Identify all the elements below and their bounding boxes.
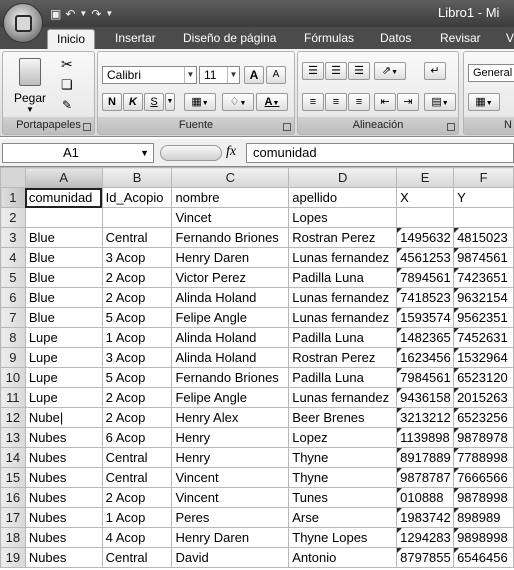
alignment-launcher-icon[interactable]: [447, 123, 455, 131]
cell-b2[interactable]: [102, 208, 172, 228]
cell-b3[interactable]: Central: [102, 228, 172, 248]
currency-button[interactable]: ▦▼: [468, 93, 500, 111]
cell-f8[interactable]: 7452631: [454, 328, 514, 348]
underline-dropdown-icon[interactable]: ▼: [165, 93, 175, 111]
cell-e14[interactable]: 8917889: [397, 448, 454, 468]
merge-center-button[interactable]: ▤▼: [424, 93, 456, 111]
cell-f5[interactable]: 7423651: [454, 268, 514, 288]
cell-a18[interactable]: Nubes: [25, 528, 102, 548]
cell-c15[interactable]: Vincent: [172, 468, 289, 488]
tab-vista[interactable]: V: [506, 31, 514, 45]
ribbon-tabs: [0, 27, 514, 49]
row-header[interactable]: 10: [1, 368, 26, 388]
cell-f1[interactable]: Y: [454, 188, 514, 208]
row-header[interactable]: 17: [1, 508, 26, 528]
cell-a7[interactable]: Blue: [25, 308, 102, 328]
font-size-select[interactable]: [199, 66, 240, 84]
cell-a11[interactable]: Lupe: [25, 388, 102, 408]
cell-b17[interactable]: 1 Acop: [102, 508, 172, 528]
name-box-value: A1: [63, 145, 79, 160]
cell-f15[interactable]: 7666566: [454, 468, 514, 488]
cell-a16[interactable]: Nubes: [25, 488, 102, 508]
cell-b7[interactable]: 5 Acop: [102, 308, 172, 328]
fill-color-button[interactable]: ♢▼: [222, 93, 254, 111]
cell-b16[interactable]: 2 Acop: [102, 488, 172, 508]
cell-c3[interactable]: Fernando Briones: [172, 228, 289, 248]
cell-d12[interactable]: Beer Brenes: [289, 408, 397, 428]
cell-c12[interactable]: Henry Alex: [172, 408, 289, 428]
align-left-button[interactable]: ≡: [302, 93, 324, 111]
cell-a5[interactable]: Blue: [25, 268, 102, 288]
paste-button[interactable]: [9, 56, 51, 114]
cell-a3[interactable]: Blue: [25, 228, 102, 248]
table-row: [1, 488, 514, 508]
cell-b9[interactable]: 3 Acop: [102, 348, 172, 368]
cut-icon[interactable]: ✂: [61, 56, 73, 72]
cell-f10[interactable]: 6523120: [454, 368, 514, 388]
cell-e19[interactable]: 8797855: [397, 548, 454, 568]
column-header-row: [1, 168, 514, 188]
font-color-button[interactable]: A▼: [256, 93, 288, 111]
table-row: [1, 228, 514, 248]
cell-c19[interactable]: David: [172, 548, 289, 568]
cell-e15[interactable]: 9878787: [397, 468, 454, 488]
insert-function-icon[interactable]: fx: [226, 144, 237, 159]
cell-e13[interactable]: 1139898: [397, 428, 454, 448]
cell-f2[interactable]: [454, 208, 514, 228]
cell-d8[interactable]: Padilla Luna: [289, 328, 397, 348]
cell-c4[interactable]: Henry Daren: [172, 248, 289, 268]
cell-e5[interactable]: 7894561: [397, 268, 454, 288]
cell-d16[interactable]: Tunes: [289, 488, 397, 508]
cell-f13[interactable]: 9878978: [454, 428, 514, 448]
cell-e10[interactable]: 7984561: [397, 368, 454, 388]
clipboard-group: [2, 51, 95, 135]
cell-e18[interactable]: 1294283: [397, 528, 454, 548]
cell-f7[interactable]: 9562351: [454, 308, 514, 328]
copy-icon[interactable]: ❏: [61, 77, 73, 92]
cell-b11[interactable]: 2 Acop: [102, 388, 172, 408]
number-group: [463, 51, 514, 135]
table-row: [1, 508, 514, 528]
table-row: [1, 208, 514, 228]
paste-dropdown-icon: ▼: [26, 105, 34, 114]
table-row: [1, 528, 514, 548]
cell-d7[interactable]: Lunas fernandez: [289, 308, 397, 328]
chevron-down-icon: ▼: [140, 148, 149, 158]
align-right-button[interactable]: ≡: [348, 93, 370, 111]
cell-e6[interactable]: 7418523: [397, 288, 454, 308]
format-painter-icon[interactable]: ✎: [62, 98, 73, 112]
cell-d1[interactable]: apellido: [289, 188, 397, 208]
row-header[interactable]: 14: [1, 448, 26, 468]
ribbon: [0, 49, 514, 137]
table-row: [1, 348, 514, 368]
borders-icon: ▦: [191, 96, 202, 108]
save-icon[interactable]: ▣: [50, 6, 62, 21]
align-top-button[interactable]: ☰: [302, 62, 324, 80]
cell-f18[interactable]: 9898998: [454, 528, 514, 548]
alignment-group: [297, 51, 459, 135]
chevron-down-icon: ▼: [184, 67, 196, 83]
cell-b13[interactable]: 6 Acop: [102, 428, 172, 448]
number-group-label: N: [464, 117, 514, 134]
worksheet-table: [0, 167, 514, 568]
cell-d2[interactable]: Lopes: [289, 208, 397, 228]
cell-c14[interactable]: Henry: [172, 448, 289, 468]
undo-dropdown-icon[interactable]: ▼: [79, 8, 88, 18]
tab-formulas[interactable]: Fórmulas: [304, 31, 355, 45]
cell-d13[interactable]: Lopez: [289, 428, 397, 448]
bold-button[interactable]: N: [102, 93, 122, 111]
cell-e9[interactable]: 1623456: [397, 348, 454, 368]
row-header[interactable]: 18: [1, 528, 26, 548]
cell-e17[interactable]: 1983742: [397, 508, 454, 528]
alignment-group-label: Alineación: [298, 117, 458, 134]
align-bottom-button[interactable]: ☰: [348, 62, 370, 80]
font-size-value: 11: [204, 68, 217, 82]
cell-b4[interactable]: 3 Acop: [102, 248, 172, 268]
table-row: [1, 428, 514, 448]
cell-b19[interactable]: Central: [102, 548, 172, 568]
column-header-d[interactable]: D: [289, 168, 397, 188]
formula-input[interactable]: comunidad: [246, 143, 514, 163]
tab-inicio[interactable]: Inicio: [47, 29, 95, 49]
cell-d9[interactable]: Rostran Perez: [289, 348, 397, 368]
table-row: [1, 388, 514, 408]
cell-e7[interactable]: 1593574: [397, 308, 454, 328]
cell-e11[interactable]: 9436158: [397, 388, 454, 408]
cell-a9[interactable]: Lupe: [25, 348, 102, 368]
row-header[interactable]: 15: [1, 468, 26, 488]
table-row: [1, 188, 514, 208]
paste-label: Pegar: [13, 91, 47, 105]
row-header[interactable]: 19: [1, 548, 26, 568]
cell-a12[interactable]: Nube|: [25, 408, 102, 428]
cell-b1[interactable]: Id_Acopio: [102, 188, 172, 208]
cell-f11[interactable]: 2015263: [454, 388, 514, 408]
table-row: [1, 308, 514, 328]
cell-c13[interactable]: Henry: [172, 428, 289, 448]
table-row: [1, 408, 514, 428]
cell-f9[interactable]: 1532964: [454, 348, 514, 368]
cell-b8[interactable]: 1 Acop: [102, 328, 172, 348]
align-center-button[interactable]: ≡: [325, 93, 347, 111]
font-group-label: Fuente: [98, 117, 294, 134]
formula-bar: [0, 139, 514, 167]
spreadsheet-grid: [0, 167, 514, 568]
clipboard-group-label: Portapapeles: [3, 117, 94, 134]
cell-c16[interactable]: Vincent: [172, 488, 289, 508]
cell-c1[interactable]: nombre: [172, 188, 289, 208]
table-row: [1, 268, 514, 288]
cell-a2[interactable]: [25, 208, 102, 228]
formula-bar-splitter[interactable]: [160, 145, 222, 161]
row-header[interactable]: 9: [1, 348, 26, 368]
row-header[interactable]: 3: [1, 228, 26, 248]
redo-icon[interactable]: ↷: [91, 6, 102, 21]
cell-a4[interactable]: Blue: [25, 248, 102, 268]
cell-b14[interactable]: Central: [102, 448, 172, 468]
tab-revisar[interactable]: Revisar: [440, 31, 481, 45]
cell-e12[interactable]: 3213212: [397, 408, 454, 428]
cell-a15[interactable]: Nubes: [25, 468, 102, 488]
cell-e4[interactable]: 4561253: [397, 248, 454, 268]
chevron-down-icon: ▼: [227, 67, 239, 83]
cell-a6[interactable]: Blue: [25, 288, 102, 308]
font-name-value: Calibri: [107, 68, 142, 82]
cell-b18[interactable]: 4 Acop: [102, 528, 172, 548]
number-format-select[interactable]: General: [468, 64, 514, 82]
row-header[interactable]: 11: [1, 388, 26, 408]
cell-f6[interactable]: 9632154: [454, 288, 514, 308]
cell-d6[interactable]: Lunas fernandez: [289, 288, 397, 308]
cell-b10[interactable]: 5 Acop: [102, 368, 172, 388]
cell-f4[interactable]: 9874561: [454, 248, 514, 268]
cell-e16[interactable]: 010888: [397, 488, 454, 508]
cell-c17[interactable]: Peres: [172, 508, 289, 528]
cell-a13[interactable]: Nubes: [25, 428, 102, 448]
fill-bucket-icon: ♢: [229, 96, 240, 108]
cell-f14[interactable]: 7788998: [454, 448, 514, 468]
cell-d4[interactable]: Lunas fernandez: [289, 248, 397, 268]
row-header[interactable]: 5: [1, 268, 26, 288]
font-color-label: A: [264, 96, 273, 108]
cell-c5[interactable]: Victor Perez: [172, 268, 289, 288]
column-header-e[interactable]: E: [397, 168, 454, 188]
cell-d15[interactable]: Thyne: [289, 468, 397, 488]
clipboard-launcher-icon[interactable]: [83, 123, 91, 131]
select-all-corner[interactable]: [1, 168, 26, 188]
cell-f16[interactable]: 9878998: [454, 488, 514, 508]
align-middle-button[interactable]: ☰: [325, 62, 347, 80]
italic-button[interactable]: K: [123, 93, 143, 111]
cell-d18[interactable]: Thyne Lopes: [289, 528, 397, 548]
tab-insertar[interactable]: Insertar: [115, 31, 156, 45]
cell-c18[interactable]: Henry Daren: [172, 528, 289, 548]
decrease-indent-button[interactable]: ⇤: [374, 93, 396, 111]
row-header[interactable]: 8: [1, 328, 26, 348]
paste-icon: [19, 58, 41, 86]
cell-c6[interactable]: Alinda Holand: [172, 288, 289, 308]
column-header-f[interactable]: F: [454, 168, 514, 188]
cell-a14[interactable]: Nubes: [25, 448, 102, 468]
cell-c8[interactable]: Alinda Holand: [172, 328, 289, 348]
cell-b6[interactable]: 2 Acop: [102, 288, 172, 308]
cell-d17[interactable]: Arse: [289, 508, 397, 528]
cell-d5[interactable]: Padilla Luna: [289, 268, 397, 288]
cell-f3[interactable]: 4815023: [454, 228, 514, 248]
office-button[interactable]: [3, 3, 43, 43]
name-box[interactable]: [2, 143, 154, 163]
row-header[interactable]: 4: [1, 248, 26, 268]
cell-f17[interactable]: 898989: [454, 508, 514, 528]
row-header[interactable]: 2: [1, 208, 26, 228]
cell-d3[interactable]: Rostran Perez: [289, 228, 397, 248]
table-row: [1, 368, 514, 388]
cell-a10[interactable]: Lupe: [25, 368, 102, 388]
tab-diseno-de-pagina[interactable]: Diseño de página: [183, 31, 277, 45]
cell-b15[interactable]: Central: [102, 468, 172, 488]
cell-c11[interactable]: Felipe Angle: [172, 388, 289, 408]
cell-d14[interactable]: Thyne: [289, 448, 397, 468]
grow-font-button[interactable]: A: [244, 66, 264, 84]
table-row: [1, 468, 514, 488]
cell-a8[interactable]: Lupe: [25, 328, 102, 348]
row-header[interactable]: 16: [1, 488, 26, 508]
cell-c9[interactable]: Alinda Holand: [172, 348, 289, 368]
cell-c7[interactable]: Felipe Angle: [172, 308, 289, 328]
cell-f12[interactable]: 6523256: [454, 408, 514, 428]
table-row: [1, 248, 514, 268]
table-row: [1, 448, 514, 468]
column-header-a[interactable]: A: [25, 168, 102, 188]
cell-c2[interactable]: Vincet: [172, 208, 289, 228]
cell-c10[interactable]: Fernando Briones: [172, 368, 289, 388]
wrap-text-button[interactable]: ↵: [424, 62, 446, 80]
font-group: [97, 51, 295, 135]
cell-a17[interactable]: Nubes: [25, 508, 102, 528]
row-header[interactable]: 7: [1, 308, 26, 328]
orientation-button[interactable]: ⇗▼: [374, 62, 406, 80]
table-row: [1, 548, 514, 568]
cell-e8[interactable]: 1482365: [397, 328, 454, 348]
table-row: [1, 328, 514, 348]
cell-d19[interactable]: Antonio: [289, 548, 397, 568]
cell-d11[interactable]: Lunas fernandez: [289, 388, 397, 408]
office-logo-icon: [15, 15, 32, 32]
cell-b12[interactable]: 2 Acop: [102, 408, 172, 428]
tab-datos[interactable]: Datos: [380, 31, 412, 45]
font-name-select[interactable]: [102, 66, 197, 84]
window-title: Libro1 - Mi: [438, 5, 500, 20]
row-header[interactable]: 6: [1, 288, 26, 308]
cell-f19[interactable]: 6546456: [454, 548, 514, 568]
cell-e1[interactable]: X: [397, 188, 454, 208]
cell-a1[interactable]: comunidad: [25, 188, 102, 208]
cell-b5[interactable]: 2 Acop: [102, 268, 172, 288]
quick-access-toolbar: [50, 5, 113, 22]
cell-a19[interactable]: Nubes: [25, 548, 102, 568]
column-header-c[interactable]: C: [172, 168, 289, 188]
borders-button[interactable]: ▦▼: [184, 93, 216, 111]
row-header[interactable]: 1: [1, 188, 26, 208]
cell-e2[interactable]: [397, 208, 454, 228]
cell-d10[interactable]: Padilla Luna: [289, 368, 397, 388]
underline-button[interactable]: S: [144, 93, 164, 111]
increase-indent-button[interactable]: ⇥: [397, 93, 419, 111]
title-bar: [0, 0, 514, 27]
font-launcher-icon[interactable]: [283, 123, 291, 131]
customize-toolbar-icon[interactable]: ▼: [105, 8, 114, 18]
shrink-font-button[interactable]: A: [266, 66, 286, 84]
undo-icon[interactable]: ↶: [65, 6, 76, 21]
row-header[interactable]: 12: [1, 408, 26, 428]
cell-e3[interactable]: 1495632: [397, 228, 454, 248]
table-row: [1, 288, 514, 308]
column-header-b[interactable]: B: [102, 168, 172, 188]
row-header[interactable]: 13: [1, 428, 26, 448]
